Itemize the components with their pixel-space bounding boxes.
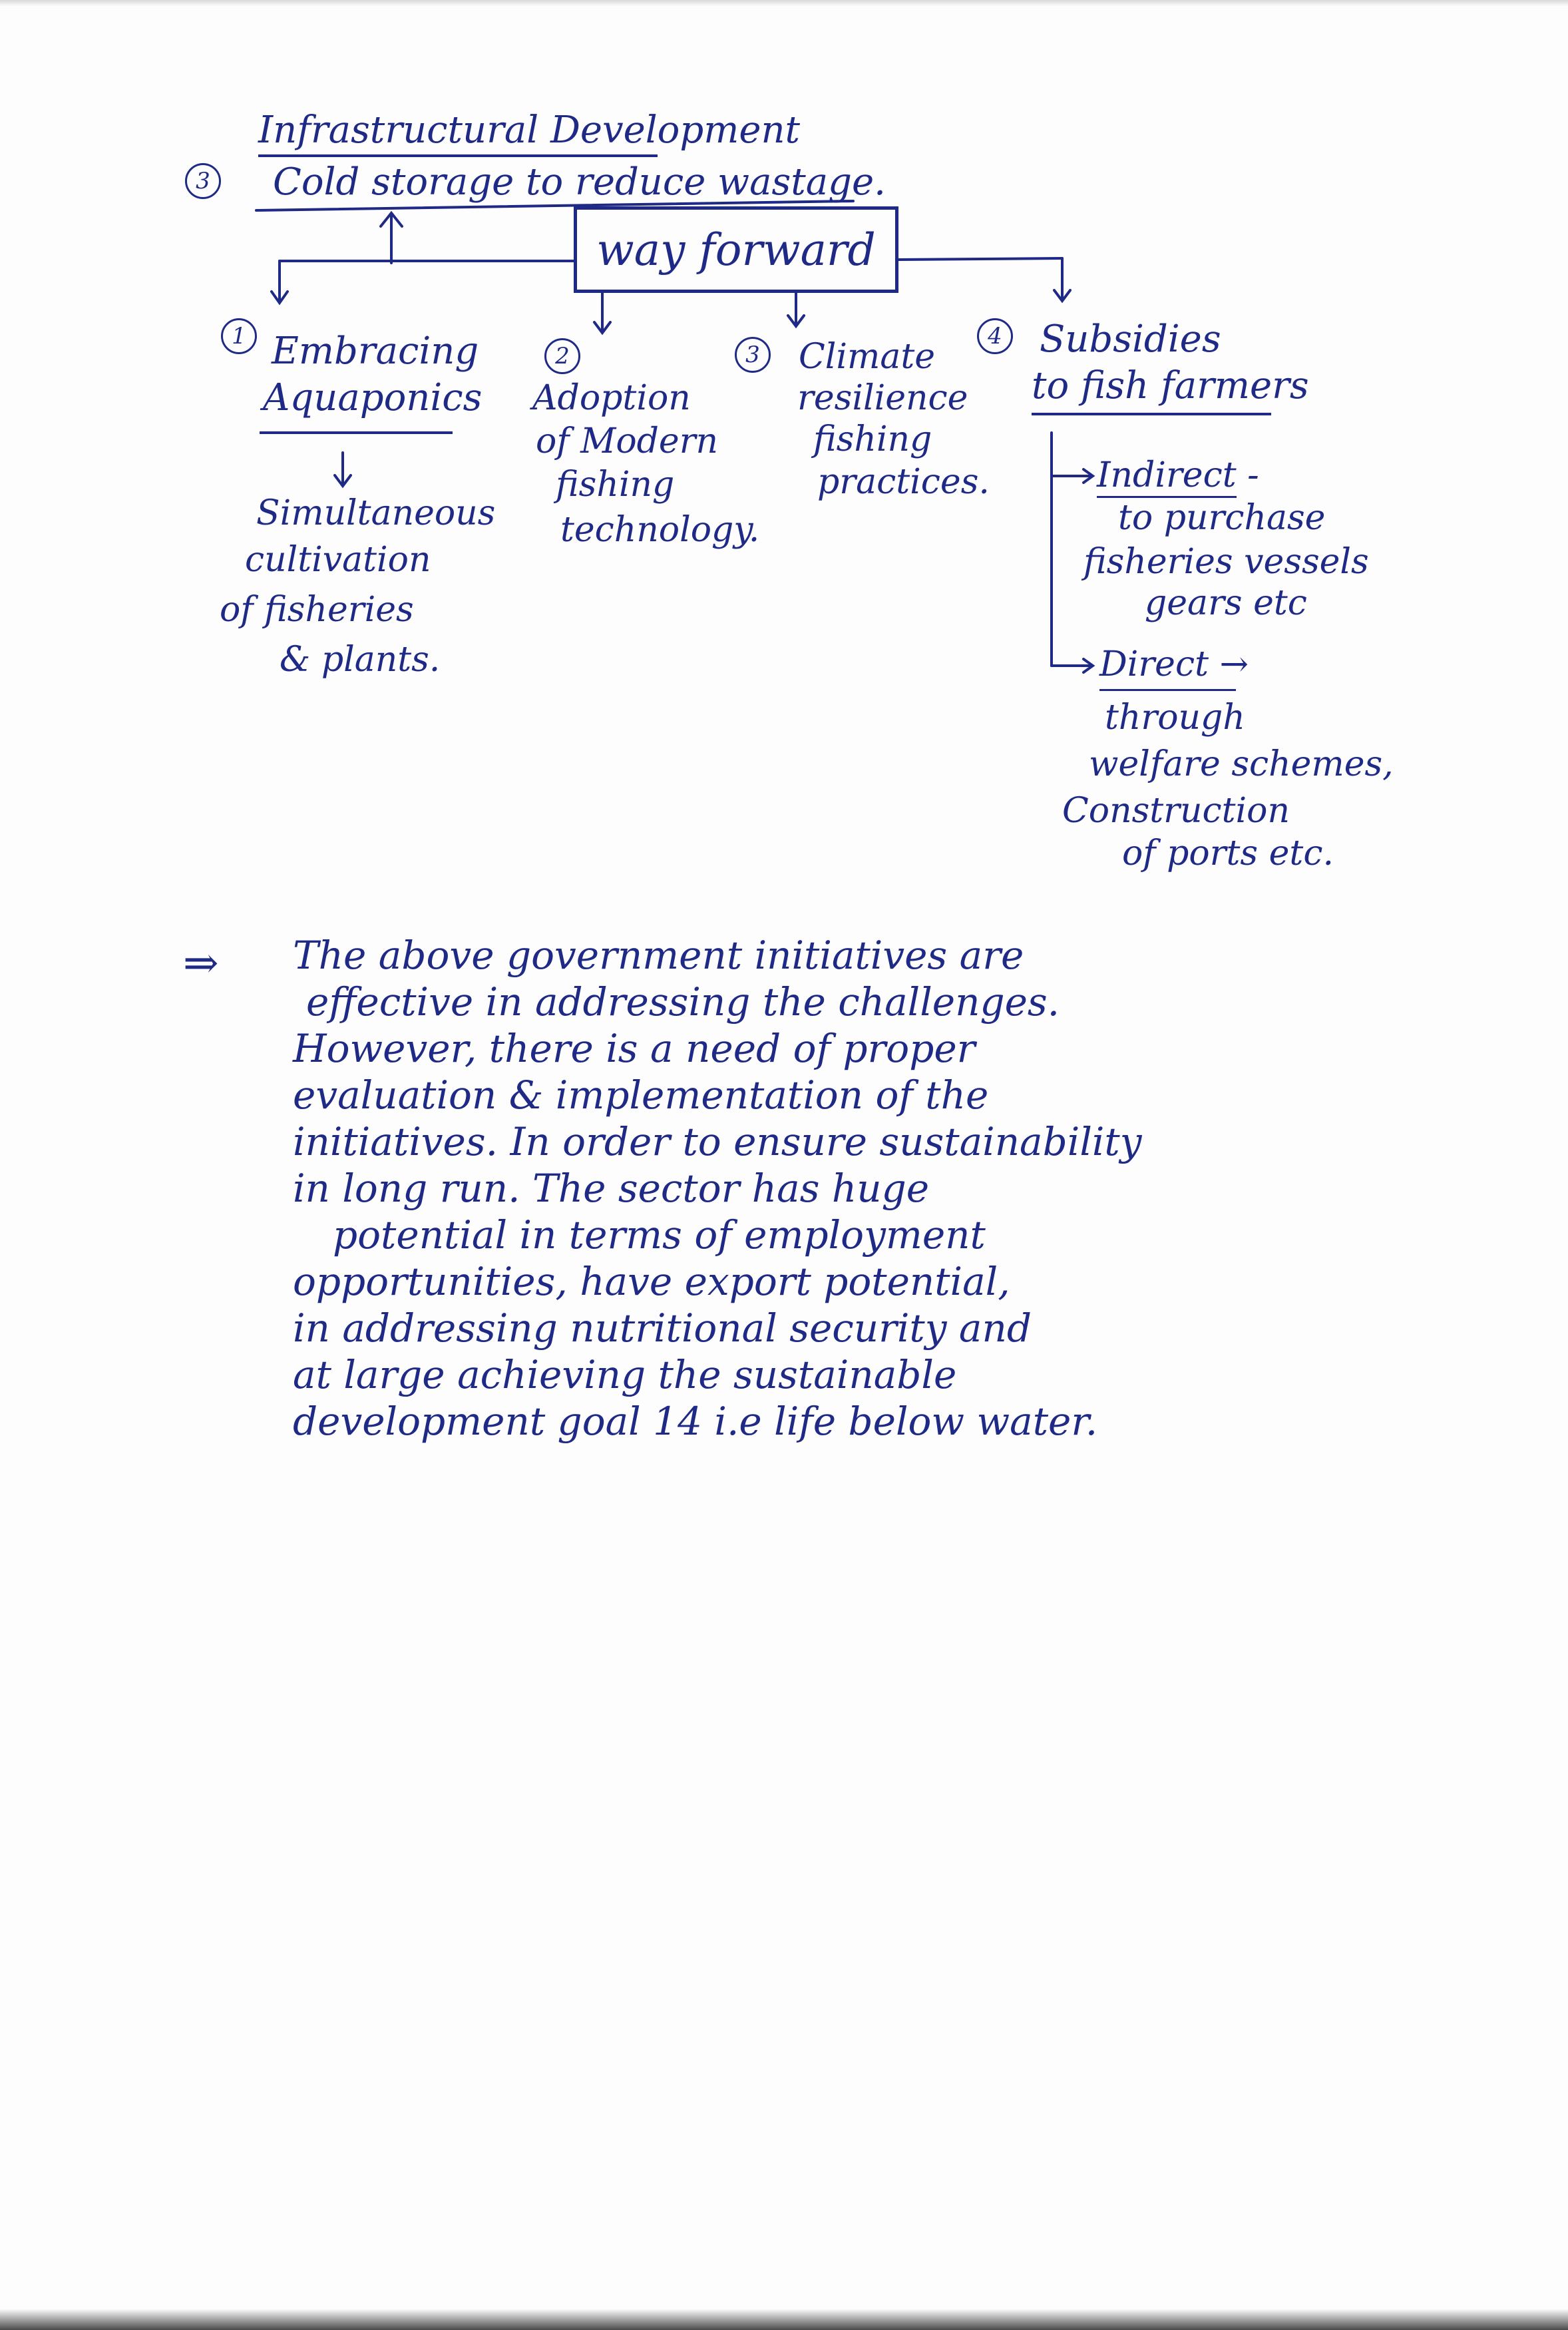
- branch-2-title-line-2: of Modern: [536, 421, 719, 461]
- conclusion-line-10: at large achieving the sustainable: [293, 1352, 957, 1397]
- branch-3-title-line-4: practices.: [817, 462, 990, 502]
- branch-4-title-line-2: to fish farmers: [1032, 364, 1309, 407]
- conclusion-line-9: in addressing nutritional security and: [293, 1305, 1032, 1351]
- conclusion-line-1: The above government initiatives are: [293, 933, 1024, 978]
- top-note-title: Infrastructural Development: [258, 109, 801, 152]
- subsidy-indirect-line-3: gears etc: [1145, 583, 1307, 623]
- subsidy-indirect-line-2: fisheries vessels: [1083, 542, 1369, 582]
- subsidy-direct-label: Direct →: [1099, 644, 1249, 684]
- subsidy-direct-line-2: welfare schemes,: [1089, 744, 1394, 784]
- conclusion-line-11: development goal 14 i.e life below water.: [293, 1399, 1098, 1444]
- branch-1-detail-line-2: cultivation: [245, 540, 431, 580]
- page-bottom-edge: [0, 2309, 1568, 2330]
- conclusion-line-6: in long run. The sector has huge: [293, 1166, 930, 1211]
- branch-2-title-line-1: Adoption: [532, 378, 691, 418]
- way-forward-label: way forward: [596, 224, 876, 276]
- branch-4-title-underline: [1032, 413, 1271, 415]
- conclusion-line-3: However, there is a need of proper: [293, 1026, 976, 1071]
- conclusion-line-8: opportunities, have export potential,: [293, 1259, 1010, 1304]
- branch-1-detail-line-3: of fisheries: [220, 590, 414, 630]
- subsidy-direct-line-4: of ports etc.: [1122, 833, 1334, 873]
- subsidy-direct-line-3: Construction: [1062, 791, 1290, 831]
- top-note-subtitle: Cold storage to reduce wastage.: [273, 160, 886, 204]
- branch-1-number: 1: [221, 318, 257, 354]
- branch-1-detail-line-4: & plants.: [280, 640, 441, 680]
- branch-1-title-line-1: Embracing: [272, 330, 479, 373]
- branch-4-number: 4: [977, 318, 1013, 354]
- conclusion-line-4: evaluation & implementation of the: [293, 1072, 989, 1118]
- top-note-title-underline: [258, 154, 658, 157]
- subsidy-indirect-label: Indirect -: [1097, 455, 1259, 495]
- branch-4-title-line-1: Subsidies: [1040, 318, 1221, 361]
- branch-1-title-line-2: Aquaponics: [263, 376, 483, 419]
- branch-3-title-line-3: fishing: [813, 419, 932, 459]
- branch-2-title-line-4: technology.: [560, 510, 760, 550]
- branch-2-title-line-3: fishing: [556, 465, 675, 505]
- branch-2-number: 2: [544, 338, 580, 374]
- conclusion-line-7: potential in terms of employment: [333, 1212, 986, 1258]
- branch-1-detail-line-1: Simultaneous: [256, 493, 496, 533]
- branch-3-number: 3: [735, 337, 771, 373]
- subsidy-direct-line-1: through: [1105, 698, 1245, 738]
- branch-3-title-line-1: Climate: [799, 337, 936, 377]
- subsidy-direct-underline: [1099, 689, 1236, 691]
- conclusion-line-2: effective in addressing the challenges.: [306, 979, 1060, 1025]
- conclusion-paragraph: [293, 932, 1225, 1445]
- way-forward-box: [574, 206, 898, 293]
- subsidy-indirect-line-1: to purchase: [1118, 498, 1326, 538]
- branch-3-title-line-2: resilience: [797, 378, 968, 418]
- right-connector: [898, 258, 1062, 260]
- branch-1-title-underline: [260, 431, 453, 434]
- top-note-number: 3: [185, 163, 221, 199]
- conclusion-arrow: ⇒: [183, 939, 219, 988]
- conclusion-line-5: initiatives. In order to ensure sustainability: [293, 1119, 1142, 1164]
